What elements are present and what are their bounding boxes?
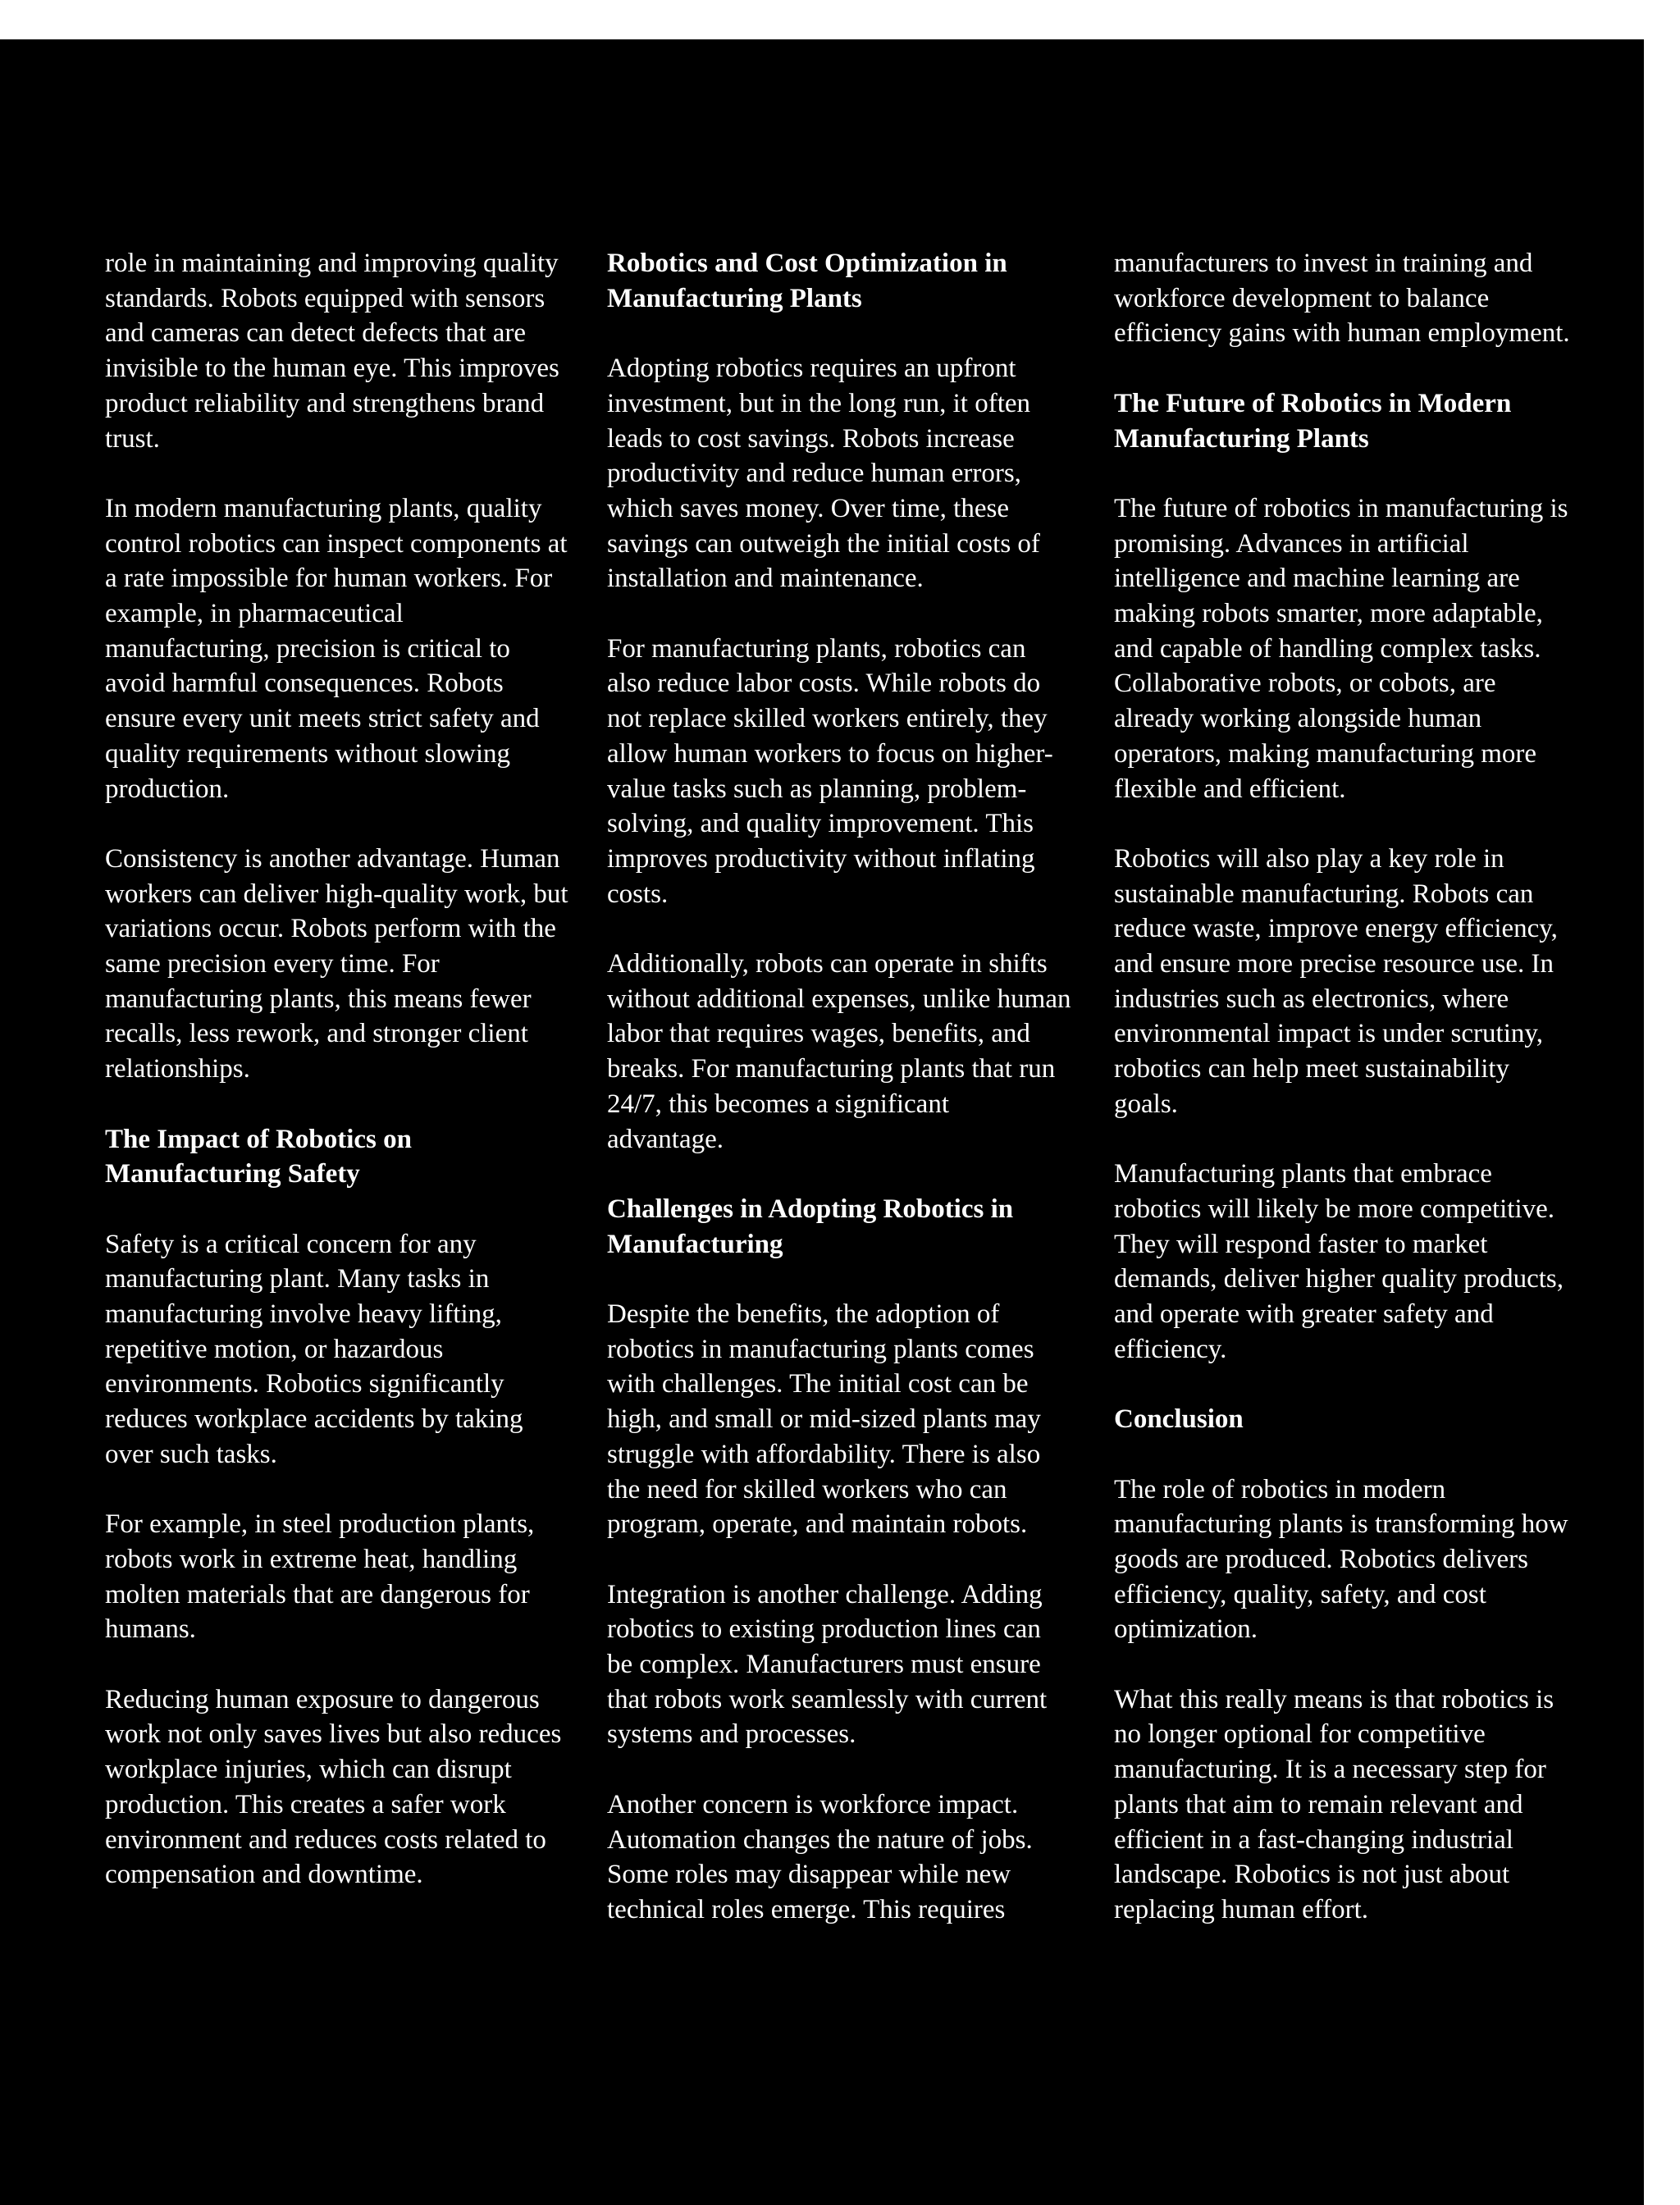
section-heading-safety: The Impact of Robotics on Manufacturing Safety — [105, 1124, 413, 1189]
paragraph: Consistency is another advantage. Human workers can deliver high-quality work, but variations occur. Robots perform with the same precision every time. For manufacturing plants, this means fewer recalls, less rework, and stronger client relationships. — [105, 843, 568, 1084]
paragraph: Safety is a critical concern for any manufacturing plant. Many tasks in manufacturing involve heavy lifting, repetitive motion, or hazardous environments. Robotics significantly reduces workplace accidents by taking over such tasks. — [105, 1229, 523, 1469]
paragraph: Integration is another challenge. Adding robotics to existing production lines can be complex. Manufacturers must ensure that robots work seamlessly with current systems and processes. — [607, 1579, 1048, 1750]
paragraph: Additionally, robots can operate in shifts without additional expenses, unlike human labor that requires wages, benefits, and breaks. For manufacturing plants that run 24/7, this becomes a significant advantage. — [607, 949, 1071, 1154]
paragraph: Reducing human exposure to dangerous work not only saves lives but also reduces workplace injuries, which can disrupt production. This creates a safer work environment and reduces costs related to compensation and downtime. — [105, 1684, 562, 1890]
paragraph: manufacturers to invest in training and workforce development to balance efficiency gains with human employment. — [1114, 249, 1570, 349]
paragraph: For example, in steel production plants, robots work in extreme heat, handling molten materials that are dangerous for humans. — [105, 1509, 535, 1645]
section-heading-conclusion: Conclusion — [1114, 1404, 1244, 1435]
text-column-1 — [105, 246, 569, 1892]
paragraph: role in maintaining and improving quality standards. Robots equipped with sensors and cameras can detect defects that are invisible to the human eye. This improves product reliability and strengthens brand trust. — [105, 249, 559, 454]
paragraph: Robotics will also play a key role in sustainable manufacturing. Robots can reduce waste, improve energy efficiency, and ensure more precise resource use. In industries such as electronics, where environmental impact is under scrutiny, robotics can help meet sustainability goals. — [1114, 843, 1558, 1119]
paragraph: What this really means is that robotics is no longer optional for competitive manufacturing. It is a necessary step for plants that aim to remain relevant and efficient in a fast-changing industrial landscape. Robotics is not just about replacing human effort. — [1114, 1684, 1554, 1924]
text-column-2 — [607, 246, 1071, 1928]
section-heading-cost-optimization: Robotics and Cost Optimization in Manufacturing Plants — [607, 249, 1007, 313]
paragraph: Another concern is workforce impact. Automation changes the nature of jobs. Some roles may disappear while new technical roles emerge. This requires — [607, 1789, 1033, 1924]
section-heading-challenges: Challenges in Adopting Robotics in Manufacturing — [607, 1194, 1014, 1259]
section-heading-future: The Future of Robotics in Modern Manufacturing Plants — [1114, 388, 1512, 454]
paragraph: The role of robotics in modern manufacturing plants is transforming how goods are produced. Robotics delivers efficiency, quality, safety, and cost optimization. — [1114, 1474, 1568, 1645]
paragraph: Adopting robotics requires an upfront investment, but in the long run, it often leads to cost savings. Robots increase productivity and reduce human errors, which saves money. Over time, these savings can outweigh the initial costs of installation and maintenance. — [607, 354, 1040, 594]
paragraph: Despite the benefits, the adoption of robotics in manufacturing plants comes with challenges. The initial cost can be high, and small or mid-sized plants may struggle with affordability. There is also the need for skilled workers who can program, operate, and maintain robots. — [607, 1299, 1041, 1540]
text-column-3 — [1114, 246, 1578, 1928]
paragraph: The future of robotics in manufacturing is promising. Advances in artificial intelligence and machine learning are making robots smarter, more adaptable, and capable of handling complex tasks. Collaborative robots, or cobots, are already working alongside human operators, making manufacturing more flexible and efficient. — [1114, 493, 1568, 804]
paragraph: In modern manufacturing plants, quality control robotics can inspect components at a rate impossible for human workers. For example, in pharmaceutical manufacturing, precision is critical to avoid harmful consequences. Robots ensure every unit meets strict safety and quality requirements without slowing production. — [105, 493, 568, 804]
paragraph: For manufacturing plants, robotics can also reduce labor costs. While robots do not replace skilled workers entirely, they allow human workers to focus on higher-value tasks such as planning, problem-solving, and quality improvement. This improves productivity without inflating costs. — [607, 633, 1053, 909]
paragraph: Manufacturing plants that embrace robotics will likely be more competitive. They will respond faster to market demands, deliver higher quality products, and operate with greater safety and efficiency. — [1114, 1159, 1564, 1364]
document-page — [0, 39, 1644, 2205]
